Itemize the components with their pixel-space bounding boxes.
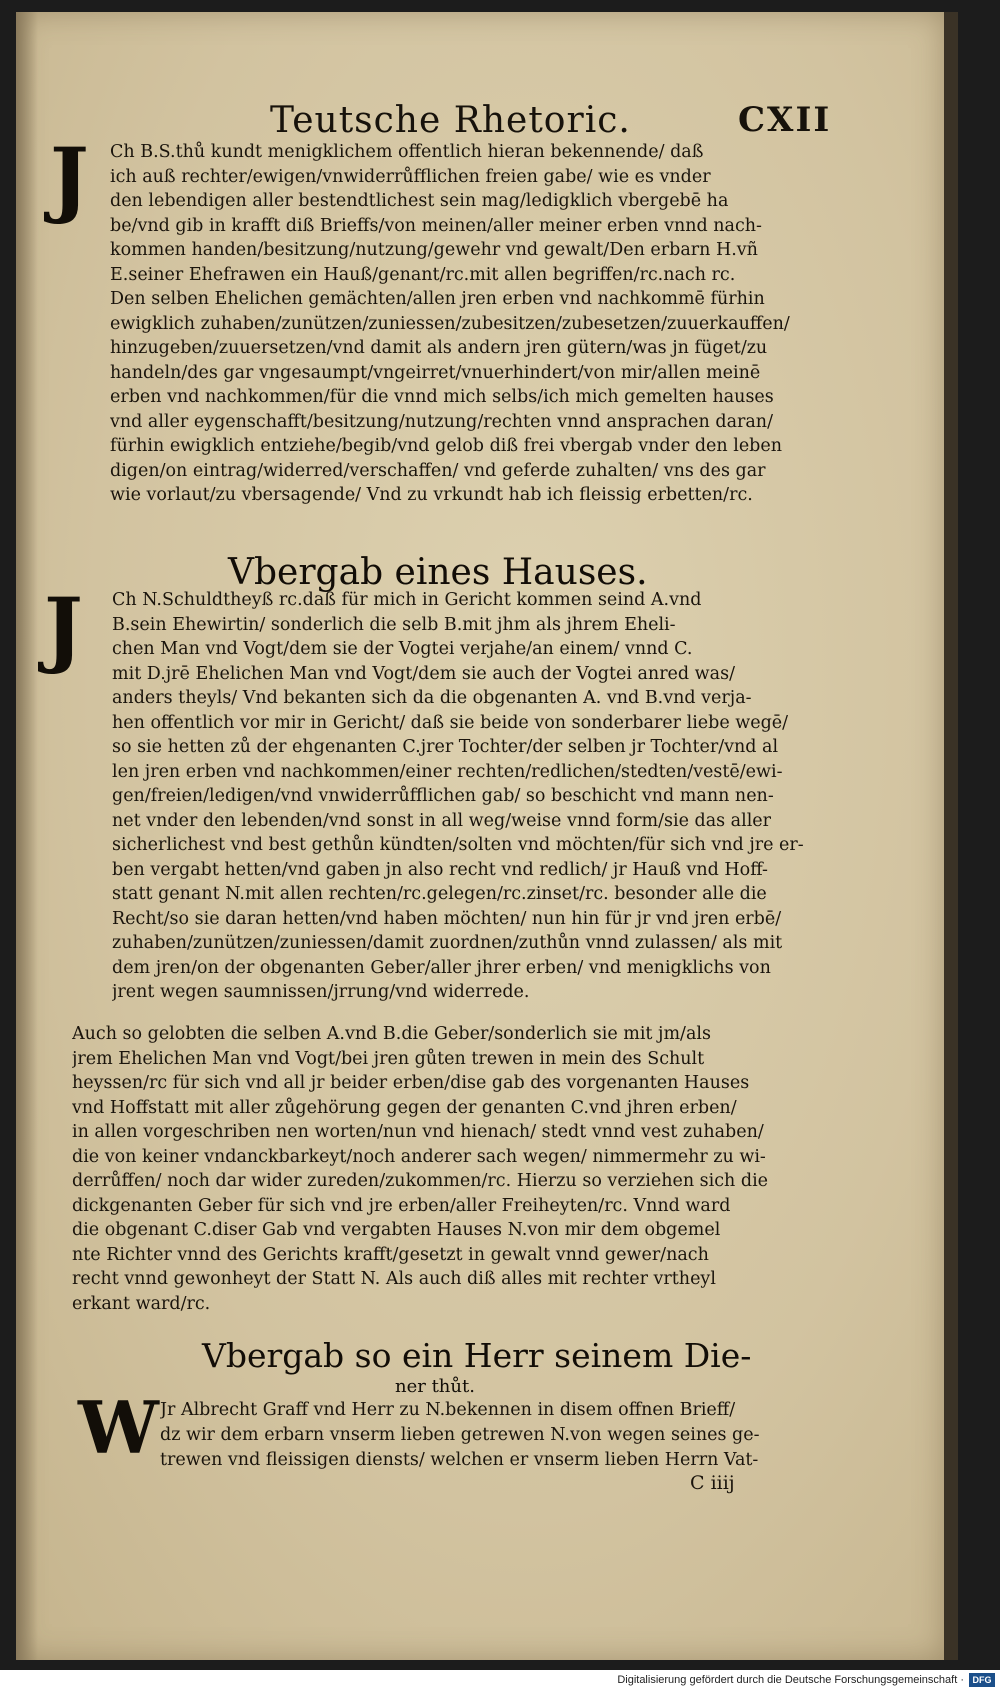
text-line: Recht/so sie daran hetten/vnd haben möchten/ nun hin für jr vnd jren erbē/ [112,908,782,929]
text-line: erben vnd nachkommen/für die vnnd mich selbs/ich mich gemelten hauses [110,387,774,407]
paragraph-1 [110,140,830,508]
text-line: Jr Albrecht Graff vnd Herr zu N.bekennen in disem offnen Brieff/ [160,1400,736,1420]
text-line: jrem Ehelichen Man vnd Vogt/bei jren gůten trewen in mein des Schult [72,1048,705,1069]
text-line: die obgenant C.diser Gab vnd vergabten Hauses N.von mir dem obgemel [72,1220,721,1240]
text-line: ben vergabt hetten/vnd gaben jn also recht vnd redlich/ jr Hauß vnd Hoff- [112,859,768,880]
text-line: len jren erben vnd nachkommen/einer rechten/redlichen/stedten/vestē/ewi- [112,761,783,782]
text-line: kommen handen/besitzung/nutzung/gewehr vnd gewalt/Den erbarn H.vñ [110,240,758,260]
page-edge [944,12,958,1660]
decorated-initial-1: J [50,131,89,227]
text-line: nte Richter vnnd des Gerichts krafft/gesetzt in gewalt vnnd gewer/nach [72,1244,709,1265]
section-title-vbergab-hauses: Vbergab eines Hauses. [228,552,648,593]
page-gutter-shadow [16,12,38,1660]
text-line: gen/freien/ledigen/vnd vnwiderrůfflichen gab/ so beschicht vnd mann nen- [112,786,774,806]
paragraph-3 [160,1398,840,1473]
text-line: jrent wegen saumnissen/jrrung/vnd widerrede. [112,982,530,1002]
decorated-initial-3: W [78,1385,159,1470]
text-line: Den selben Ehelichen gemächten/allen jren erben vnd nachkommē fürhin [110,289,765,309]
text-line: fürhin ewigklich entziehe/begib/vnd gelob diß frei vbergab vnder den leben [110,436,783,456]
text-line: heyssen/rc für sich vnd all jr beider erben/dise gab des vorgenanten Hauses [72,1073,750,1093]
text-line: B.sein Ehewirtin/ sonderlich die selb B.mit jhm als jhrem Eheli- [112,614,676,635]
text-line: trewen vnd fleissigen diensts/ welchen er vnserm lieben Herrn Vat- [160,1450,759,1470]
text-line: zuhaben/zunützen/zuniessen/damit zuordnen/zuthůn vnnd zulassen/ als mit [112,933,783,953]
running-head-title: Teutsche Rhetoric. [270,100,631,141]
text-line: dz wir dem erbarn vnserm lieben getrewen N.von wegen seines ge- [160,1425,760,1445]
text-line: erkant ward/rc. [72,1293,211,1314]
dfg-logo: DFG [969,1673,995,1687]
text-line: in allen vorgeschriben nen worten/nun vnd hienach/ stedt vnnd vest zuhaben/ [72,1122,764,1142]
text-line: mit D.jrē Ehelichen Man vnd Vogt/dem sie auch der Vogtei anred was/ [112,663,735,684]
paragraph-2 [112,588,830,1005]
text-line: chen Man vnd Vogt/dem sie der Vogtei verjahe/an einem/ vnnd C. [112,639,693,659]
text-line: ich auß rechter/ewigen/vnwiderrůfflichen freien gabe/ wie es vnder [110,166,711,187]
text-line: ewigklich zuhaben/zunützen/zuniessen/zubesitzen/zubesetzen/zuuerkauffen/ [110,313,790,334]
text-line: handeln/des gar vngesaumpt/vngeirret/vnuerhindert/von mir/allen meinē [110,362,761,383]
text-line: Ch B.S.thů kundt menigklichem offentlich hieran bekennende/ daß [110,142,704,162]
folio-number: CXII [738,100,832,140]
text-line: vnd aller eygenschafft/besitzung/nutzung/rechten vnnd ansprachen daran/ [110,411,773,432]
paragraph-2b [72,1022,832,1316]
decorated-initial-2: J [44,581,83,677]
text-line: be/vnd gib in krafft diß Brieffs/von meinen/aller meiner erben vnnd nach- [110,215,762,236]
text-line: sicherlichest vnd best gethůn kündten/solten vnd möchten/für sich vnd jre er- [112,835,804,855]
text-line: hen offentlich vor mir in Gericht/ daß sie beide von sonderbarer liebe wegē/ [112,712,789,733]
text-line: recht vnnd gewonheyt der Statt N. Als auch diß alles mit rechter vrtheyl [72,1269,716,1289]
text-line: Ch N.Schuldtheyß rc.daß für mich in Gericht kommen seind A.vnd [112,590,702,610]
text-line: dickgenanten Geber für sich vnd jre erben/aller Freiheyten/rc. Vnnd ward [72,1195,731,1216]
text-line: hinzugeben/zuuersetzen/vnd damit als andern jren gütern/was jn füget/zu [110,338,768,358]
text-line: den lebendigen aller bestendtlichest sein mag/ledigklich vbergebē ha [110,191,729,211]
text-line: E.seiner Ehefrawen ein Hauß/genant/rc.mit allen begriffen/rc.nach rc. [110,264,736,285]
text-line: Auch so gelobten die selben A.vnd B.die Geber/sonderlich sie mit jm/als [72,1024,711,1044]
text-line: statt genant N.mit allen rechten/rc.gelegen/rc.zinset/rc. besonder alle die [112,884,767,904]
text-line: anders theyls/ Vnd bekanten sich da die obgenanten A. vnd B.vnd verja- [112,688,752,708]
signature-catchword: C iiij [690,1472,735,1494]
text-line: so sie hetten zů der ehgenanten C.jrer Tochter/der selben jr Tochter/vnd al [112,737,779,757]
text-line: derrůffen/ noch dar wider zureden/zukommen/rc. Hierzu so verziehen sich die [72,1171,769,1191]
footer-credit: Digitalisierung gefördert durch die Deutsche Forschungsgemeinschaft · [617,1674,964,1686]
text-line: vnd Hoffstatt mit aller zůgehörung gegen der genanten C.vnd jhren erben/ [72,1097,737,1118]
text-line: digen/on eintrag/widerred/verschaffen/ vnd geferde zuhalten/ vns des gar [110,460,766,481]
text-line: die von keiner vndanckbarkeyt/noch anderer sach wegen/ nimmermehr zu wi- [72,1146,766,1167]
text-line: net vnder den lebenden/vnd sonst in all weg/weise vnnd form/sie das aller [112,810,772,831]
text-line: dem jren/on der obgenanten Geber/aller jhrer erben/ vnd menigklichs von [112,957,771,978]
text-line: wie vorlaut/zu vbersagende/ Vnd zu vrkundt hab ich fleissig erbetten/rc. [110,485,753,505]
section-title-herr-diener-line1: Vbergab so ein Herr seinem Die- [202,1336,752,1375]
section-title-herr-diener-line2: ner thůt. [395,1376,475,1397]
